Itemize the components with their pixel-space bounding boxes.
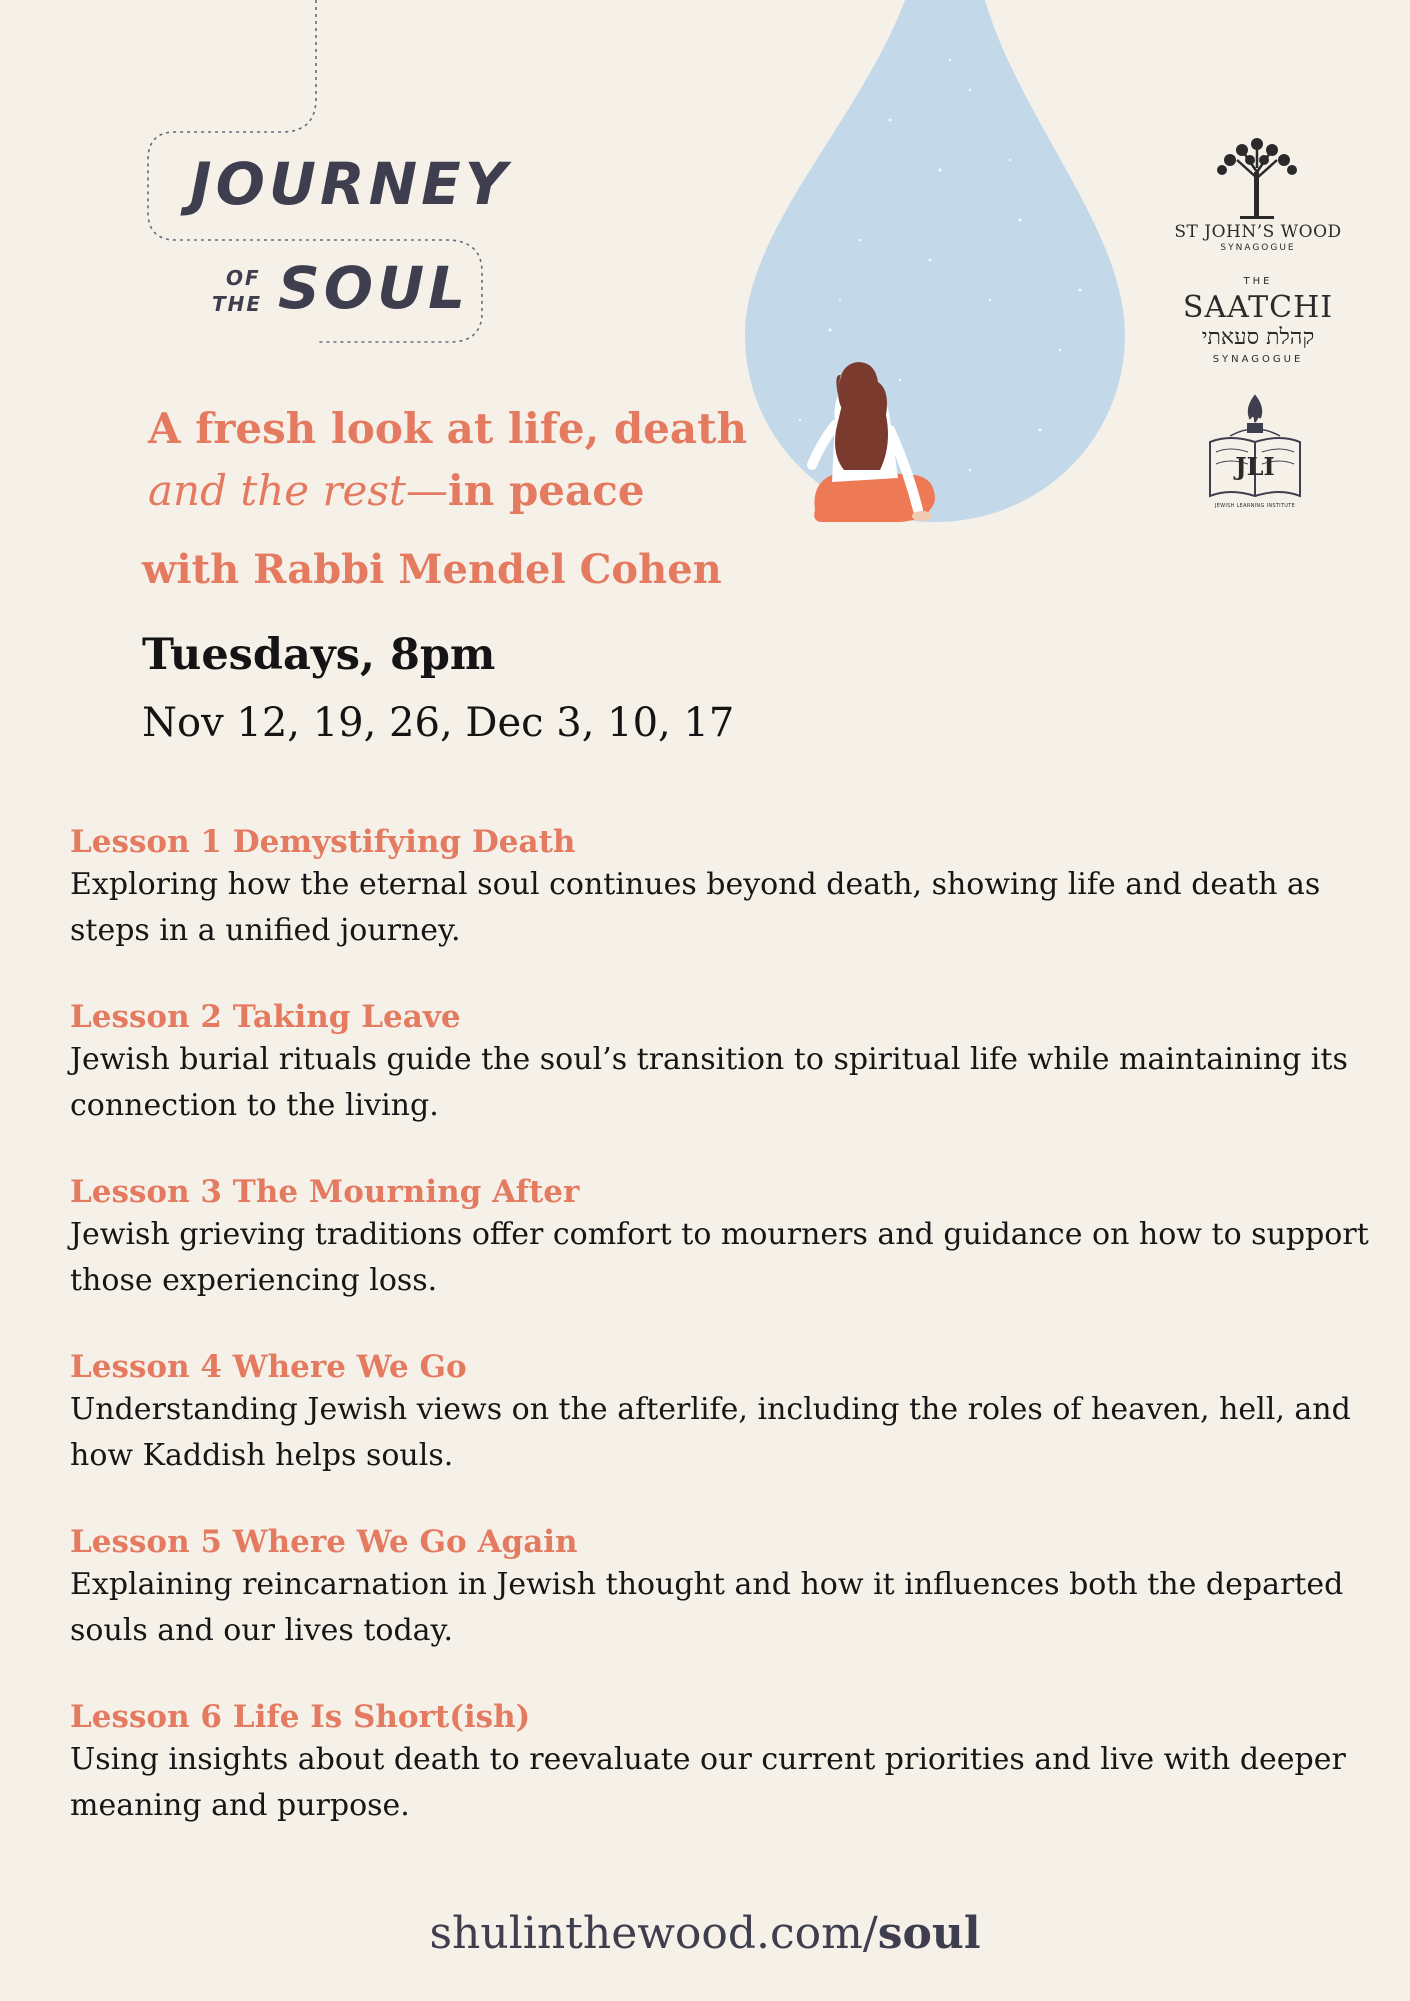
website-link-prefix: shulinthewood.com/: [429, 1908, 878, 1959]
presenter-line: with Rabbi Mendel Cohen: [142, 546, 722, 593]
tagline-line2-italic: and the rest—: [148, 466, 448, 515]
lesson-title: Lesson 6 Life Is Short(ish): [70, 1699, 531, 1735]
title-of: OF: [226, 266, 261, 290]
lesson-item: [70, 1522, 1370, 1654]
stjw-logo-sub: SYNAGOGUE: [1220, 243, 1296, 253]
jli-logo-sub: JEWISH LEARNING INSTITUTE: [1214, 503, 1296, 509]
lesson-description: Exploring how the eternal soul continues beyond death, showing life and death as steps in a unified journey.: [70, 867, 1321, 948]
lesson-description: Explaining reincarnation in Jewish thought and how it influences both the departed souls and our lives today.: [70, 1567, 1344, 1648]
lessons-list: [70, 822, 1370, 1872]
lesson-item: [70, 997, 1370, 1129]
schedule-dates: Nov 12, 19, 26, Dec 3, 10, 17: [142, 700, 735, 746]
lesson-title: Lesson 4 Where We Go: [70, 1349, 467, 1385]
lesson-item: [70, 1697, 1370, 1829]
stjw-logo-name: ST JOHN’S WOOD: [1174, 222, 1342, 242]
lesson-item: [70, 822, 1370, 954]
lesson-description: Understanding Jewish views on the afterlife, including the roles of heaven, hell, and how Kaddish helps souls.: [70, 1392, 1351, 1473]
website-link-bold: soul: [877, 1908, 981, 1959]
lesson-title: Lesson 3 The Mourning After: [70, 1174, 580, 1210]
saatchi-logo-name: SAATCHI: [1182, 290, 1334, 325]
tagline-line1: A fresh look at life, death: [148, 404, 748, 453]
saatchi-logo-hebrew: קהלת סעאתי: [1201, 325, 1315, 350]
tree-icon: [1212, 138, 1302, 222]
lesson-title: Lesson 1 Demystifying Death: [70, 824, 576, 860]
lesson-item: [70, 1172, 1370, 1304]
lesson-description: Jewish burial rituals guide the soul’s transition to spiritual life while maintaining its connection to the living.: [70, 1042, 1348, 1123]
tagline-line2-bold: in peace: [447, 466, 645, 515]
lesson-item: [70, 1347, 1370, 1479]
lesson-description: Using insights about death to reevaluate our current priorities and live with deeper meaning and purpose.: [70, 1742, 1346, 1823]
lesson-description: Jewish grieving traditions offer comfort to mourners and guidance on how to support those experiencing loss.: [70, 1217, 1369, 1298]
lesson-title: Lesson 5 Where We Go Again: [70, 1524, 578, 1560]
title-soul: SOUL: [278, 254, 470, 322]
saatchi-logo-the: THE: [1243, 276, 1273, 287]
tagline-line2: [148, 466, 645, 515]
saatchi-logo-sub: SYNAGOGUE: [1212, 354, 1304, 365]
title-the: THE: [212, 292, 263, 316]
lesson-title: Lesson 2 Taking Leave: [70, 999, 461, 1035]
jli-logo-text: JLI: [1235, 452, 1275, 481]
website-link[interactable]: [0, 1908, 1410, 1959]
schedule-day-time: Tuesdays, 8pm: [142, 630, 496, 680]
drop-illustration: [740, 0, 1130, 530]
title-journey: JOURNEY: [190, 150, 511, 218]
